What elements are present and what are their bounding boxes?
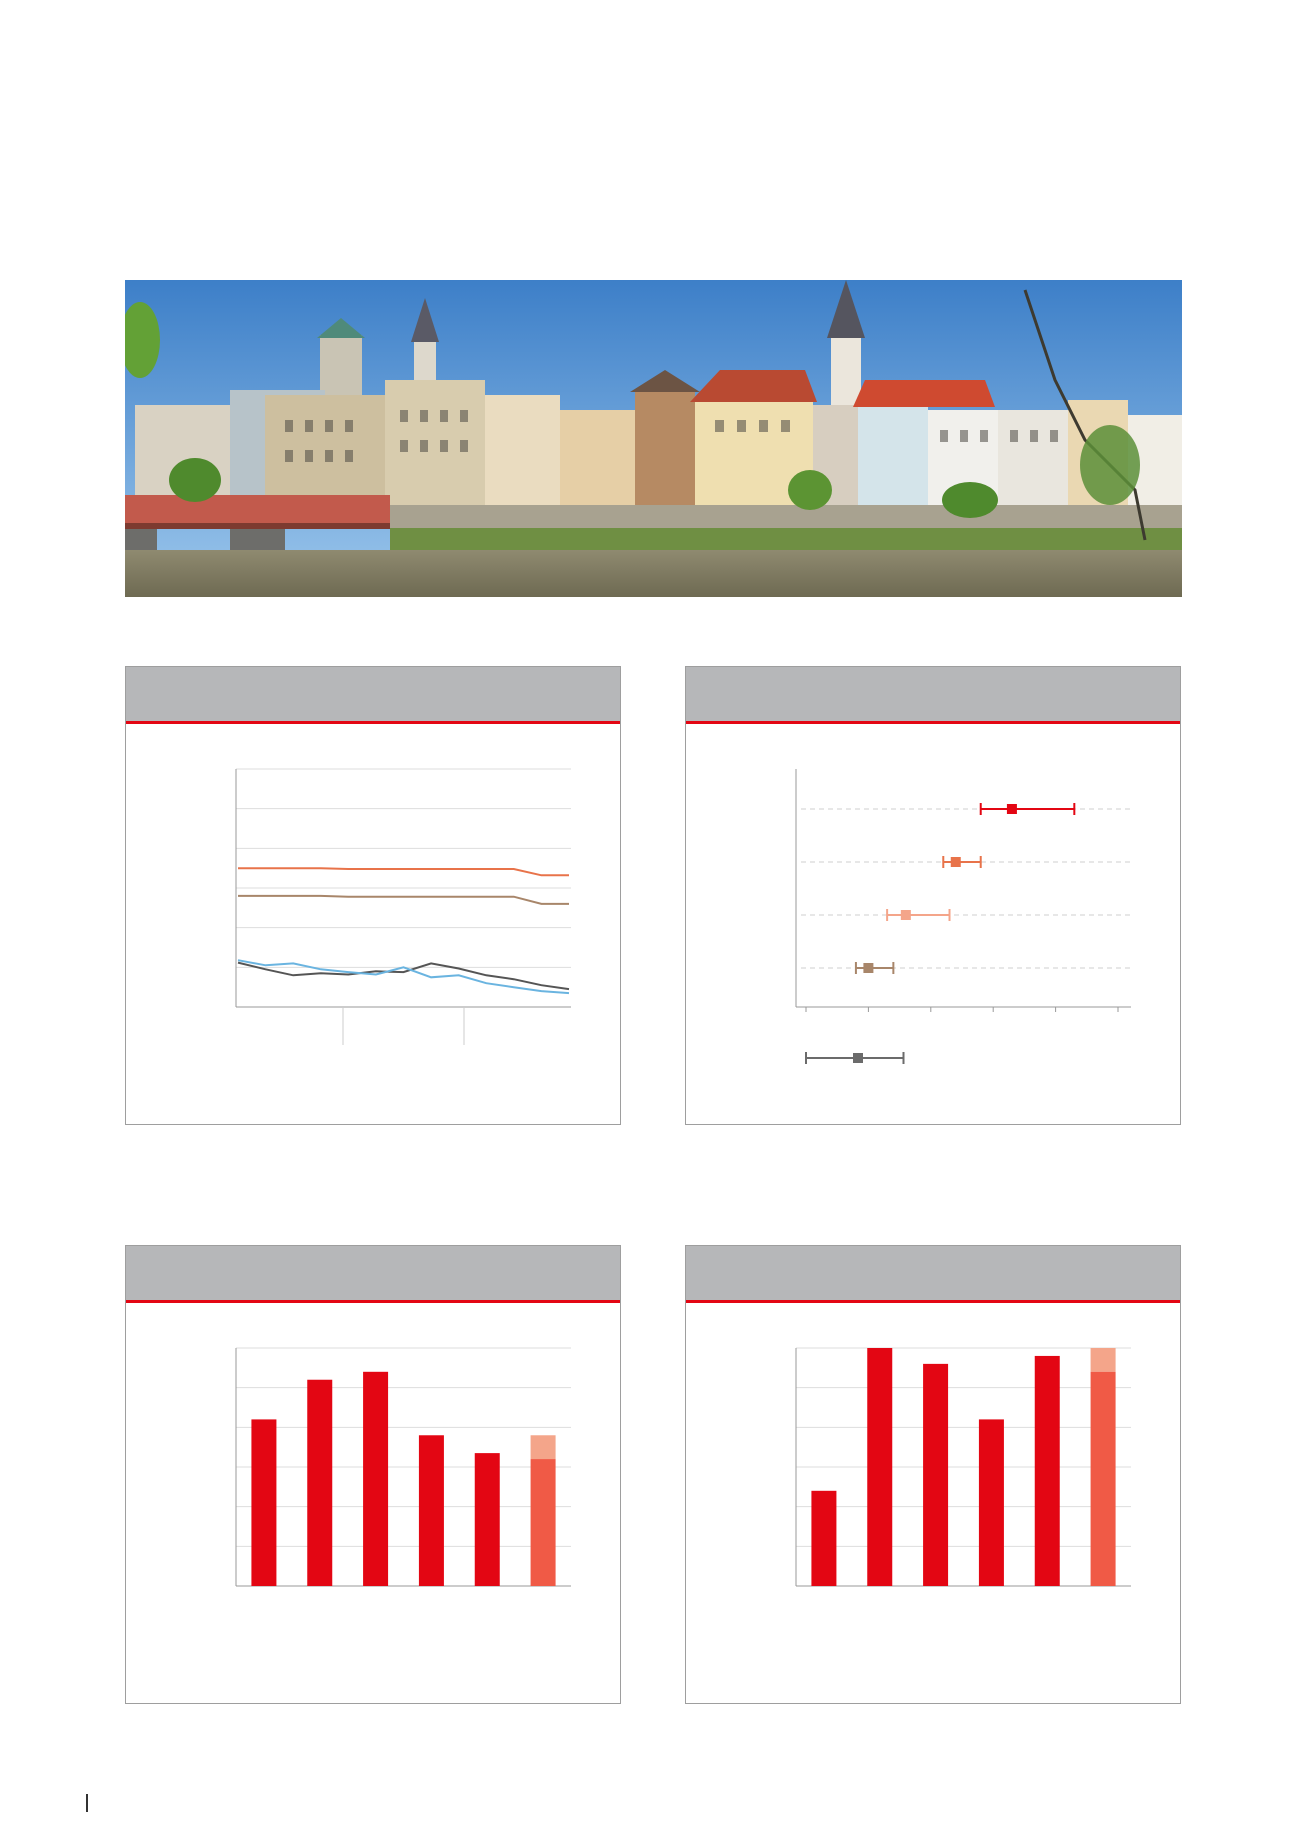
- bar-forecast-base: [1091, 1372, 1116, 1586]
- panel-bar-chart-right: [685, 1245, 1181, 1704]
- panel-bar-chart-left: [125, 1245, 621, 1704]
- line-chart: [126, 724, 620, 1124]
- bar: [419, 1435, 444, 1586]
- range-point: [863, 963, 873, 973]
- range-point: [1007, 804, 1017, 814]
- bar: [363, 1372, 388, 1586]
- range-point: [901, 910, 911, 920]
- bar: [251, 1419, 276, 1586]
- panel-header: [126, 1246, 620, 1303]
- town-panorama-photo: [125, 280, 1182, 597]
- range-point: [951, 857, 961, 867]
- bar: [1035, 1356, 1060, 1586]
- series-line-1: [238, 868, 569, 875]
- panel-header: [686, 1246, 1180, 1303]
- page-number-rule: [86, 1794, 88, 1812]
- bar-chart: [126, 1303, 620, 1703]
- bar-forecast-base: [531, 1459, 556, 1586]
- panel-header: [126, 667, 620, 724]
- bar: [923, 1364, 948, 1586]
- range-chart: [686, 724, 1180, 1124]
- panel-header: [686, 667, 1180, 724]
- bar: [811, 1491, 836, 1586]
- panel-line-chart: [125, 666, 621, 1125]
- bar-forecast-top: [1091, 1348, 1116, 1372]
- bar: [475, 1453, 500, 1586]
- bar: [307, 1380, 332, 1586]
- series-line-2: [238, 896, 569, 904]
- bar-forecast-top: [531, 1435, 556, 1459]
- panel-range-chart: [685, 666, 1181, 1125]
- legend-point: [853, 1053, 863, 1063]
- series-line-4: [238, 960, 569, 993]
- bar-chart: [686, 1303, 1180, 1703]
- bar: [979, 1419, 1004, 1586]
- bar: [867, 1348, 892, 1586]
